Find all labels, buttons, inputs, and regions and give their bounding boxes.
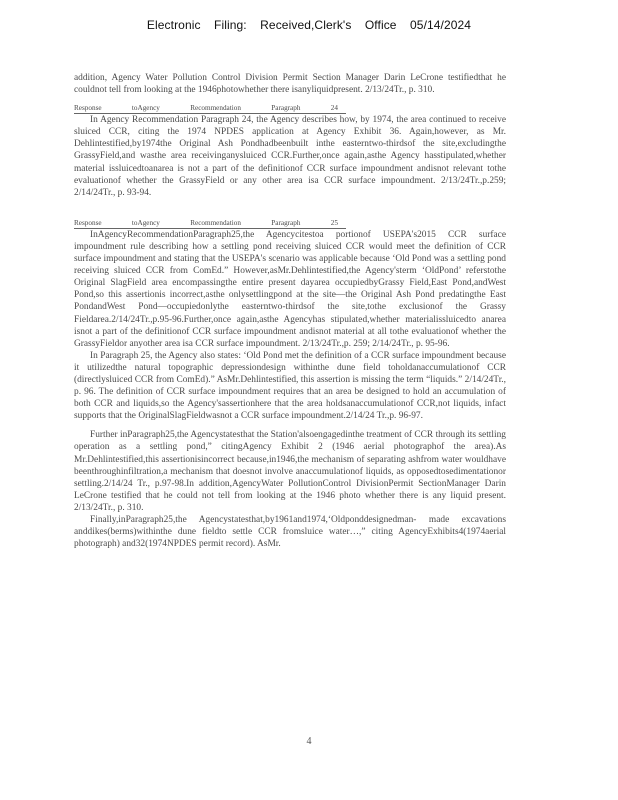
document-body	[74, 72, 506, 550]
heading-word: Recommendation	[190, 218, 241, 227]
filing-stamp-header: Electronic Filing: Received,Clerk's Office 05/14/2024	[146, 18, 472, 32]
heading-word: Paragraph	[271, 104, 301, 113]
section-24-paragraph: In Agency Recommendation Paragraph 24, the Agency describes how, by 1974, the area continued to receive sluiced CCR, citing the 1974 NPDES application at Agency Exhibit 36. Again,however, as Mr. Dehlintestified,by1974the Original Ash Pondhadbeenbuilt inthe easterntwo-thirdsof the site,excludingthe GrassyField,and wasthe area receivinganysluiced CCR.Further,once again,asthe Agency hasstipulated,whether material issluicedtoanarea is not a part of the definitionof CCR surface impoundment andisnot relevant tothe evaluationof whether the GrassyField or any other area isa CCR surface impoundment. 2/13/24Tr.,p.259; 2/14/24Tr., p. 93-94.	[74, 115, 506, 198]
heading-word: Response	[74, 218, 102, 227]
heading-word: 25	[330, 218, 338, 227]
heading-word: Paragraph	[271, 218, 301, 227]
section-heading-25	[74, 219, 346, 229]
heading-word: Response	[74, 104, 102, 113]
section-25-paragraph-3: Further inParagraph25,the Agencystatesthat the Station'alsoengagedinthe treatment of CCR through its settling operation as a settling pond,” citingAgency Exhibit 2 (1946 aerial photographof the area).As Mr.Dehlintestified,this assertionisincorrect because,in1946,the mechanism of separating ashfrom water wouldhave beenthroughinfiltration,a mechanism that doesnot involve anaccumulationof liquids, as opposedtosedimentationor settling.2/14/24 Tr., p.97-98.In addition,AgencyWater PollutionControl DivisionPermit SectionManager Darin LeCrone testified that he could not tell from looking at the 1946 photo whether there is any liquid present. 2/13/24Tr., p. 310.	[74, 430, 506, 513]
heading-word: Recommendation	[190, 104, 241, 113]
section-heading-24	[74, 104, 346, 114]
section-25-paragraph-2: In Paragraph 25, the Agency also states: ‘Old Pond met the definition of a CCR surface impoundment because it utilizedthe natural topographic depressiondesign withinthe dune field toholdanaccumulationof CCR (directlysluiced CCR from ComEd).” AsMr.Dehlintestified, this assertion is missing the term “liquids.” 2/14/24Tr., p. 96. The definition of CCR surface impoundment requires that an area be designed to hold an accumulation of both CCR and liquids,so the Agency'sassertionhere that the area holdsanaccumulationof CCR,not liquids, infact supports that the OriginalSlagFieldwasnot a CCR surface impoundment.2/14/24 Tr.,p. 96-97.	[74, 350, 506, 422]
top-paragraph: addition, Agency Water Pollution Control Division Permit Section Manager Darin LeCrone testifiedthat he couldnot tell from looking at the 1946photowhether there isanyliquidpresent. 2/13/24Tr., p. 310.	[74, 73, 506, 96]
section-25-paragraph-1: InAgencyRecommendationParagraph25,the Agencycitestoa portionof USEPA's2015 CCR surface impoundment rule describing how a settling pond receiving sluiced CCR would meet the definition of CCR surface impoundment and stating that the USEPA's scenario was applicable because ‘Old Pond was a settling pond receiving sluiced CCR from ComEd.” However,asMr.Dehlintestified,the Agency'sterm ‘OldPond’ referstothe Original SlagField area encompassingthe entire present dayarea occupiedbyGrassy Field,East Pond,andWest Pond,so this assertionis incorrect,asthe onlysettlingpond at the site—the Original Ash Pond predatingthe East PondandWest Pond—occupiedonlythe easterntwo-thirdsof the site,tothe exclusionof the Grassy Fieldarea.2/14/24Tr.,p.95-96.Further,once again,asthe Agencyhas stipulated,whether materialissluicedto anarea isnot a part of the definitionof CCR surface impoundment andisnot material at all tothe evaluationof whether the GrassyFieldor anyother area isa CCR surface impoundment. 2/13/24Tr.,p. 259; 2/14/24Tr., p. 95-96.	[74, 229, 506, 349]
heading-word: 24	[330, 104, 338, 113]
page-number: 4	[306, 736, 312, 747]
heading-word: toAgency	[131, 218, 160, 227]
heading-word: toAgency	[131, 104, 160, 113]
section-25-paragraph-4: Finally,inParagraph25,the Agencystatesthat,by1961and1974,‘Oldponddesignedman- made excavations anddikes(berms)withinthe dune fieldto settle CCR fromsluice water…,” citing AgencyExhibits4(1974aerial photograph) and32(1974NPDES permit record). AsMr.	[74, 515, 506, 550]
